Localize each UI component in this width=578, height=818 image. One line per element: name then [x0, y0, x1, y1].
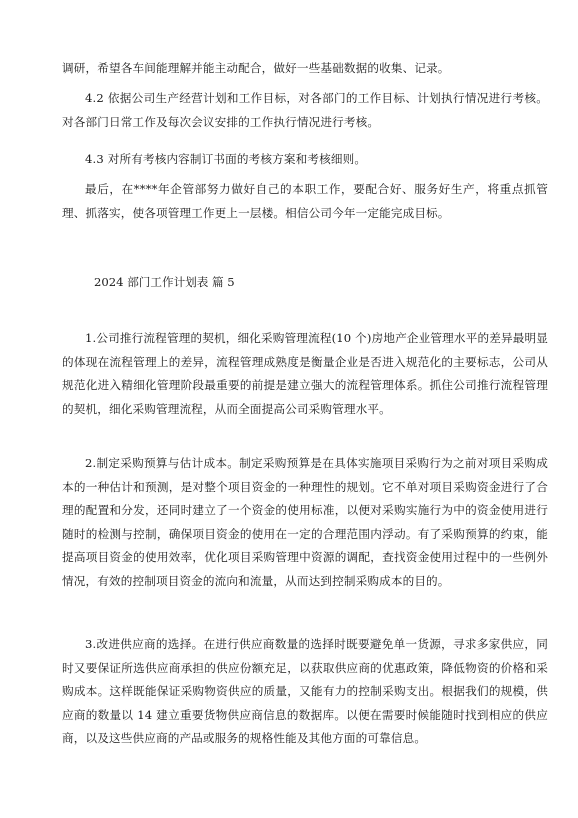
paragraph-4-2: 4.2 依据公司生产经营计划和工作目标，对各部门的工作目标、计划执行情况进行考核。对各部门日常工作及每次会议安排的工作执行情况进行考核。 [62, 91, 548, 129]
paragraph-item-3: 3.改进供应商的选择。在进行供应商数量的选择时既要避免单一货源，寻求多家供应，同时又要保证所选供应商承担的供应份额充足，以获取供应商的优惠政策，降低物资的价格和采购成本。这样既能保证采购物资供应的质量，又能有力的控制采购支出。根据我们的规模，供应商的数量以 14 建立重要货物供应商信息的数据库。以便在需要时候能随时找到相应的供应商，以及这些供应商的产品或服务的规格性能及其他方面的可靠信息。 [62, 637, 548, 746]
paragraph-research-continuation: 调研，希望各车间能理解并能主动配合，做好一些基础数据的收集、记录。 [62, 61, 450, 75]
paragraph-item-2: 2.制定采购预算与估计成本。制定采购预算是在具体实施项目采购行为之前对项目采购成本的一种估计和预测，是对整个项目资金的一种理性的规划。它不单对项目采购资金进行了合理的配置和分发，还同时建立了一个资金的使用标准，以便对采购实施行为中的资金使用进行随时的检测与控制，确保项目资金的使用在一定的合理范围内浮动。有了采购预算的约束，能提高项目资金的使用效率，优化项目采购管理中资源的调配，查找资金使用过程中的一些例外情况，有效的控制项目资金的流向和流量，从而达到控制采购成本的目的。 [62, 456, 548, 588]
section-heading: 2024 部门工作计划表 篇 5 [94, 275, 235, 289]
paragraph-item-1: 1.公司推行流程管理的契机，细化采购管理流程(10 个)房地产企业管理水平的差异最明显的体现在流程管理上的差异，流程管理成熟度是衡量企业是否进入规范化的主要标志，公司从规范化进入精细化管理阶段最重要的前提是建立强大的流程管理体系。抓住公司推行流程管理的契机，细化采购管理流程，从而全面提高公司采购管理水平。 [62, 331, 548, 416]
paragraph-closing: 最后，在****年企管部努力做好自己的本职工作，要配合好、服务好生产，将重点抓管理、抓落实，使各项管理工作更上一层楼。相信公司今年一定能完成目标。 [62, 182, 548, 220]
paragraph-4-3: 4.3 对所有考核内容制订书面的考核方案和考核细则。 [85, 152, 367, 166]
